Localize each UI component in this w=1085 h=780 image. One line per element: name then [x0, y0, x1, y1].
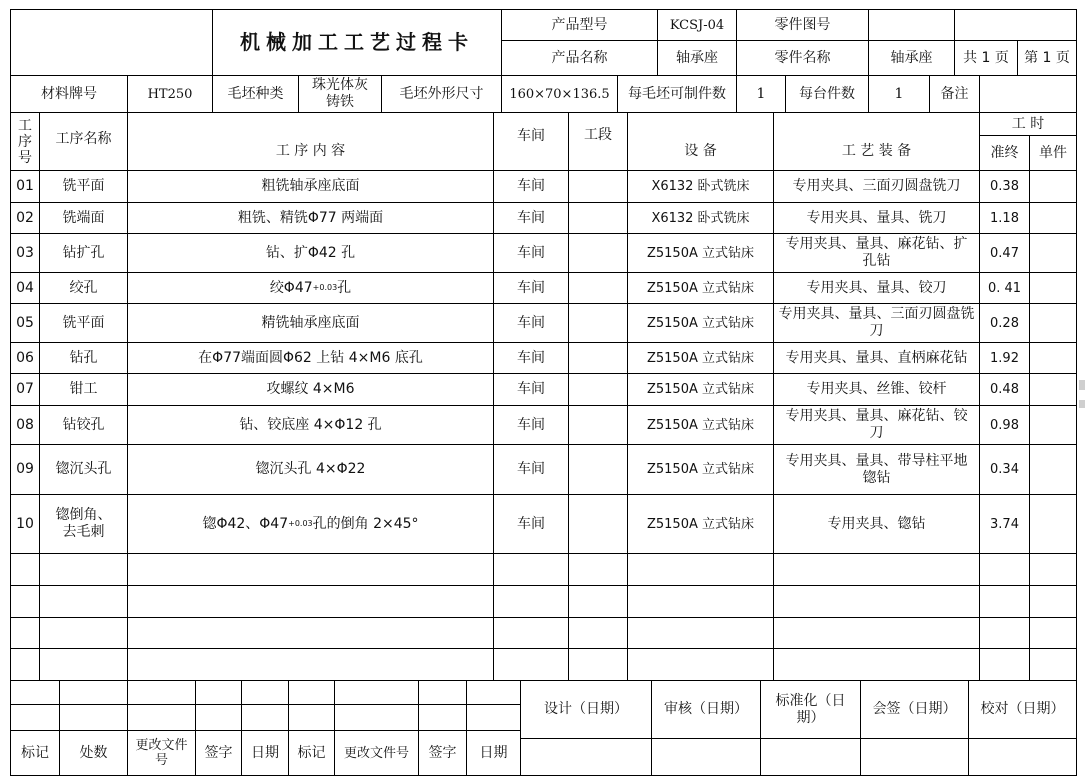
part-name-label: 零件名称 — [774, 49, 831, 66]
row-10-name: 锪倒角、去毛刺 — [55, 507, 112, 540]
row-06-content: 在Φ77端面圆Φ62 上钻 4×M6 底孔 — [198, 349, 423, 366]
row-02-seq: 02 — [16, 209, 34, 226]
row-02-name: 铣端面 — [62, 209, 105, 226]
footer-change-doc-label: 更改文件号 — [135, 738, 188, 768]
row-07-seq: 07 — [16, 381, 34, 397]
row-03-seq: 03 — [16, 244, 34, 261]
review-date-label: 审核（日期） — [664, 701, 748, 717]
proofread-date-label: 校对（日期） — [980, 701, 1065, 717]
row-06-workshop: 车间 — [517, 349, 545, 366]
row-08-tooling: 专用夹具、量具、麻花钻、铰刀 — [785, 408, 968, 441]
row-06-prep: 1.92 — [990, 350, 1019, 366]
row-03-workshop: 车间 — [517, 244, 545, 261]
row-06-equipment: Z5150A 立式钻床 — [646, 350, 754, 366]
row-02-prep: 1.18 — [990, 210, 1019, 226]
col-header-section: 工段 — [584, 127, 612, 143]
row-04-name: 绞孔 — [69, 279, 98, 296]
row-09-workshop: 车间 — [517, 461, 545, 477]
row-05-workshop: 车间 — [517, 314, 545, 331]
scroll-marker[interactable] — [1079, 380, 1085, 390]
col-header-equipment: 设 备 — [684, 143, 717, 159]
row-02-content: 粗铣、精铣Φ77 两端面 — [237, 209, 384, 226]
row-04-content: 绞Φ47 +0.03 孔 — [269, 279, 352, 296]
standardization-date-label: 标准化（日期） — [775, 692, 846, 726]
col-header-unit: 单件 — [1039, 144, 1067, 161]
part-name-value: 轴承座 — [890, 49, 933, 66]
total-pages: 共 1 页 — [963, 49, 1009, 66]
footer-date-label: 日期 — [251, 744, 279, 761]
row-06-name: 钻孔 — [69, 349, 98, 366]
row-10-workshop: 车间 — [517, 515, 545, 532]
row-09-prep: 0.34 — [990, 462, 1019, 477]
col-header-time: 工 时 — [1011, 115, 1045, 132]
product-name-value: 轴承座 — [676, 49, 718, 66]
row-08-equipment: Z5150A 立式钻床 — [646, 417, 754, 433]
footer-change-doc-label-2: 更改文件号 — [343, 745, 409, 761]
row-06-seq: 06 — [16, 349, 34, 366]
row-05-name: 铣平面 — [62, 314, 105, 331]
row-09-seq: 09 — [16, 461, 34, 477]
footer-count-label: 处数 — [79, 744, 108, 761]
col-header-seq: 工序号 — [18, 117, 32, 166]
row-09-equipment: Z5150A 立式钻床 — [646, 462, 754, 477]
row-05-equipment: Z5150A 立式钻床 — [646, 315, 754, 331]
row-07-content: 攻螺纹 4×M6 — [266, 381, 355, 397]
row-03-prep: 0.47 — [990, 245, 1019, 261]
per-unit-label: 每台件数 — [799, 85, 855, 102]
blank-type-label: 毛坯种类 — [227, 85, 284, 102]
scroll-marker-2[interactable] — [1079, 400, 1085, 408]
row-05-content: 精铣轴承座底面 — [261, 314, 360, 331]
per-blank-label: 每毛坯可制件数 — [628, 85, 726, 102]
row-08-prep: 0.98 — [990, 417, 1019, 433]
row-03-content: 钻、扩Φ42 孔 — [265, 244, 356, 261]
design-date-label: 设计（日期） — [544, 701, 628, 717]
blank-type-value: 珠光体灰铸铁 — [312, 77, 368, 110]
footer-sign-label: 签字 — [204, 744, 233, 761]
part-drawing-label: 零件图号 — [774, 16, 831, 33]
product-name-label: 产品名称 — [551, 49, 608, 66]
row-03-tooling: 专用夹具、量具、麻花钻、扩孔钻 — [785, 236, 968, 269]
row-07-name: 钳工 — [69, 381, 98, 397]
row-10-seq: 10 — [16, 515, 34, 532]
footer-date-label-2: 日期 — [479, 744, 508, 761]
row-01-seq: 01 — [16, 178, 34, 194]
row-08-seq: 08 — [16, 416, 34, 433]
row-01-tooling: 专用夹具、三面刃圆盘铣刀 — [792, 178, 961, 194]
row-07-prep: 0.48 — [990, 382, 1019, 397]
blank-size-value: 160×70×136.5 — [509, 86, 610, 102]
col-header-workshop: 车间 — [517, 128, 545, 144]
material-label: 材料牌号 — [41, 85, 97, 102]
footer-mark-label: 标记 — [21, 744, 49, 761]
row-02-workshop: 车间 — [517, 209, 545, 226]
row-01-prep: 0.38 — [990, 179, 1019, 194]
row-03-name: 钻扩孔 — [62, 244, 105, 261]
row-08-workshop: 车间 — [517, 416, 545, 433]
row-04-tooling: 专用夹具、量具、铰刀 — [806, 279, 947, 296]
footer-sign-label-2: 签字 — [428, 744, 457, 761]
row-05-seq: 05 — [16, 314, 34, 331]
product-model-value: KCSJ-04 — [669, 17, 725, 33]
row-10-equipment: Z5150A 立式钻床 — [646, 516, 754, 532]
row-08-name: 钻铰孔 — [62, 416, 105, 433]
per-unit-value: 1 — [894, 85, 904, 102]
row-07-equipment: Z5150A 立式钻床 — [646, 382, 754, 397]
row-09-name: 锪沉头孔 — [55, 461, 112, 477]
row-05-prep: 0.28 — [990, 315, 1019, 331]
row-10-tooling: 专用夹具、锪钻 — [827, 515, 926, 532]
row-03-equipment: Z5150A 立式钻床 — [646, 245, 754, 261]
per-blank-value: 1 — [756, 85, 766, 102]
row-01-name: 铣平面 — [62, 178, 105, 194]
remarks-label: 备注 — [940, 85, 969, 102]
row-09-content: 锪沉头孔 4×Φ22 — [255, 461, 366, 477]
row-02-equipment: X6132 卧式铣床 — [651, 210, 750, 226]
blank-size-label: 毛坯外形尺寸 — [399, 85, 484, 102]
footer-mark-label-2: 标记 — [297, 744, 326, 761]
row-04-equipment: Z5150A 立式钻床 — [646, 280, 754, 296]
page-number: 第 1 页 — [1024, 49, 1070, 66]
row-06-tooling: 专用夹具、量具、直柄麻花钻 — [785, 349, 968, 366]
row-01-workshop: 车间 — [517, 178, 545, 194]
row-04-seq: 04 — [16, 279, 34, 296]
row-08-content: 钻、铰底座 4×Φ12 孔 — [239, 416, 382, 433]
row-05-tooling: 专用夹具、量具、三面刃圆盘铣刀 — [778, 306, 975, 339]
row-07-workshop: 车间 — [517, 381, 545, 397]
row-10-prep: 3.74 — [990, 516, 1019, 532]
col-header-prep: 准终 — [990, 144, 1019, 161]
row-01-content: 粗铣轴承座底面 — [261, 178, 360, 194]
card-title: 机械加工工艺过程卡 — [240, 30, 474, 54]
countersign-date-label: 会签（日期） — [872, 701, 957, 717]
row-09-tooling: 专用夹具、量具、带导柱平地锪钻 — [785, 452, 968, 486]
row-07-tooling: 专用夹具、丝锥、铰杆 — [806, 381, 947, 397]
row-04-workshop: 车间 — [517, 279, 545, 296]
col-header-content: 工 序 内 容 — [275, 143, 346, 159]
product-model-label: 产品型号 — [551, 16, 608, 33]
row-02-tooling: 专用夹具、量具、铣刀 — [806, 209, 947, 226]
row-10-content: 锪Φ42、Φ47 +0.03 孔的倒角 2×45° — [202, 515, 419, 532]
col-header-tooling: 工 艺 装 备 — [841, 143, 912, 159]
row-01-equipment: X6132 卧式铣床 — [651, 179, 750, 194]
material-value: HT250 — [147, 86, 193, 102]
row-04-prep: 0. 41 — [987, 280, 1022, 296]
col-header-name: 工序名称 — [55, 131, 112, 147]
